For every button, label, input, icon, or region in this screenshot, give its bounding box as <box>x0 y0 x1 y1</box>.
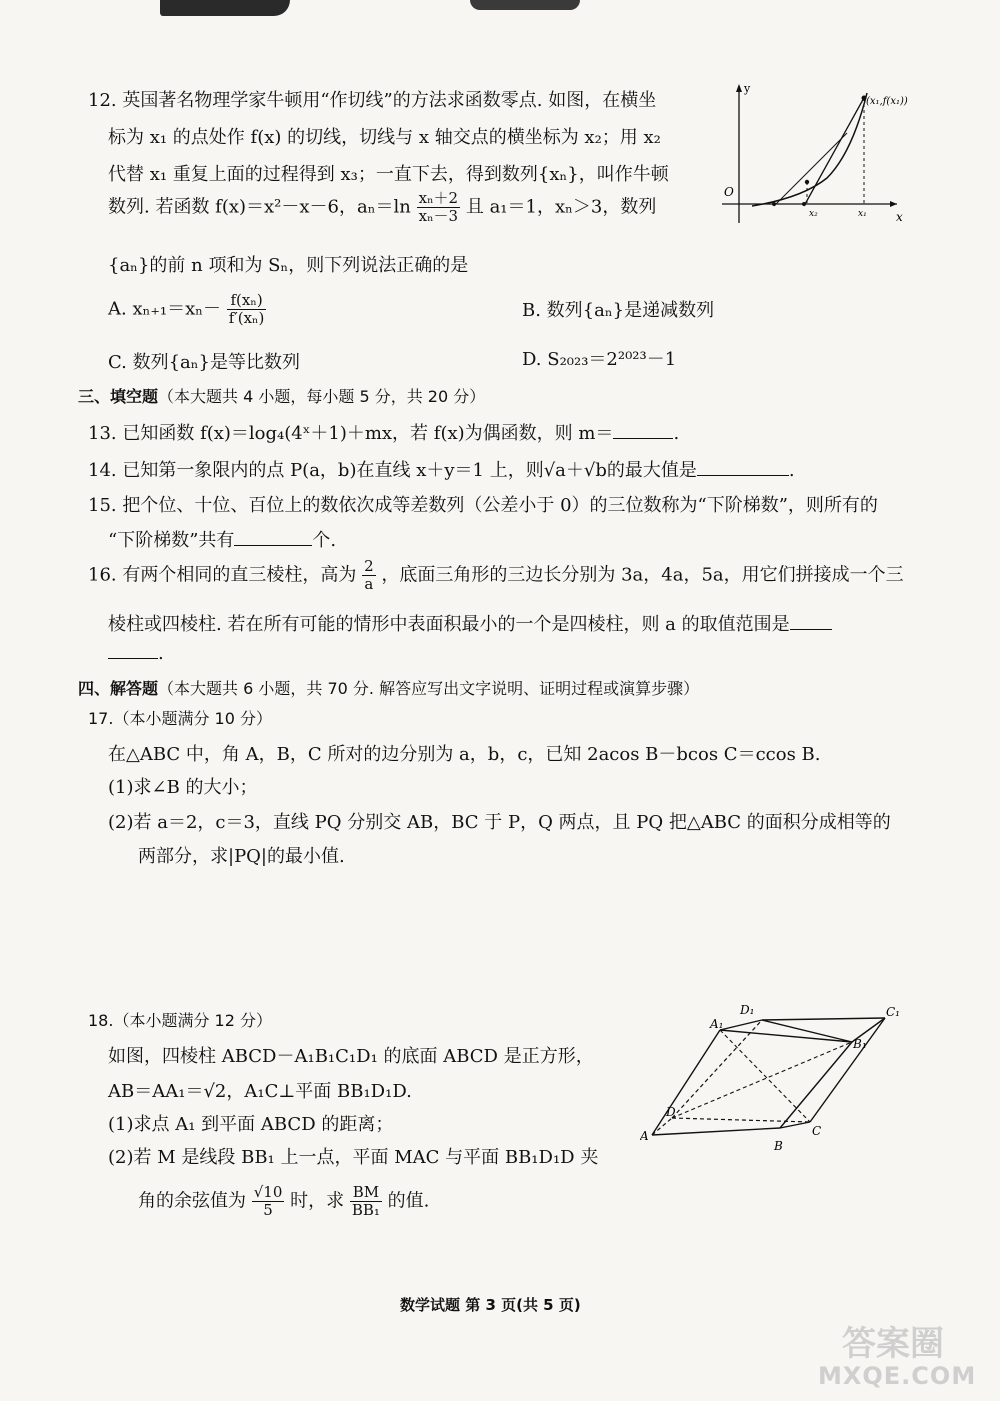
label-b1: B₁ <box>853 1037 867 1051</box>
q12-line-2: 标为 x₁ 的点处作 f(x) 的切线，切线与 x 轴交点的横坐标为 x₂；用 x₂ <box>108 127 661 148</box>
edge-a1b1 <box>720 1030 852 1042</box>
question-16-line-2: 棱柱或四棱柱. 若在所有可能的情形中表面积最小的一个是四棱柱，则 a 的取值范围是 <box>108 610 832 636</box>
question-14: 14. 已知第一象限内的点 P(a，b)在直线 x＋y＝1 上，则√a＋√b的最大值是 . <box>88 460 795 481</box>
tangent-line-1 <box>804 96 865 206</box>
question-15-line-1: 15. 把个位、十位、百位上的数依次成等差数列（公差小于 0）的三位数称为“下阶梯数”，则所有的 <box>88 495 878 516</box>
origin-label: O <box>724 185 734 199</box>
edge-bb1 <box>780 1042 852 1128</box>
question-17-line-1: 在△ABC 中，角 A，B，C 所对的边分别为 a，b，c，已知 2acos B－bcos C＝ccos B. <box>108 744 821 765</box>
q12-line-5: {aₙ}的前 n 项和为 Sₙ，则下列说法正确的是 <box>108 255 469 276</box>
label-a: A <box>640 1129 649 1143</box>
q12-line-1: 12. 英国著名物理学家牛顿用“作切线”的方法求函数零点. 如图，在横坐 <box>88 90 657 111</box>
q12-line-4 <box>108 190 656 225</box>
scan-artifact <box>470 0 580 10</box>
question-18-part-2-cont: 角的余弦值为 $\frac{√10}{5}$ 时，求 $\frac{BM}{\text{BB₁}}$ 的值. <box>138 1183 430 1219</box>
q12-option-b: B. 数列{aₙ}是递减数列 <box>522 300 715 321</box>
q12-line-4-post: 且 a₁＝1，xₙ＞3，数列 <box>465 196 657 218</box>
diagonal-b1d1 <box>762 1020 852 1042</box>
q12-option-a: A. xₙ₊₁＝xₙ－ $\frac{\text{f(xₙ)}}{\text{f′(xₙ)}}$ <box>108 291 265 327</box>
label-d1: D₁ <box>740 1003 755 1017</box>
watermark-logo: 答案圈 <box>842 1324 944 1364</box>
function-curve <box>752 93 867 206</box>
answer-blank <box>108 642 158 659</box>
prism-figure <box>640 1000 910 1165</box>
answer-blank <box>234 529 312 546</box>
question-17-part-1: (1)求∠B 的大小； <box>108 777 258 798</box>
label-c: C <box>812 1124 822 1138</box>
question-18-line-1: 如图，四棱柱 ABCD－A₁B₁C₁D₁ 的底面 ABCD 是正方形， <box>108 1046 594 1067</box>
question-17-heading: 17.（本小题满分 10 分） <box>88 709 272 728</box>
q12-line-3: 代替 x₁ 重复上面的过程得到 x₃；一直下去，得到数列{xₙ}，叫作牛顿 <box>108 164 669 185</box>
x2-label: x₂ <box>809 209 818 219</box>
edge-dc <box>672 1118 810 1122</box>
edge-ab <box>652 1128 780 1135</box>
question-18-line-2: AB＝AA₁＝√2，A₁C⊥平面 BB₁D₁D. <box>108 1081 412 1102</box>
intercept-x3 <box>772 202 776 206</box>
q12-option-a-fraction: $\frac{\text{f(xₙ)}}{\text{f′(xₙ)}}$ <box>228 291 265 327</box>
answer-blank <box>613 422 673 439</box>
x-label: x <box>896 210 903 224</box>
diagonal-db1 <box>672 1042 852 1118</box>
question-15-line-2: “下阶梯数”共有 个. <box>108 530 337 551</box>
watermark-url: MXQE.COM <box>818 1362 977 1390</box>
section-4-heading: 四、解答题（本大题共 6 小题，共 70 分. 解答应写出文字说明、证明过程或演算步骤） <box>78 679 700 698</box>
q16-fraction: $\frac{2}{a}$ <box>364 557 374 593</box>
label-b: B <box>774 1139 783 1153</box>
point-x2 <box>805 180 809 184</box>
question-18-part-2: (2)若 M 是线段 BB₁ 上一点，平面 MAC 与平面 BB₁D₁D 夹 <box>108 1147 599 1168</box>
scan-artifact <box>160 0 290 16</box>
y-axis-arrow <box>736 84 742 92</box>
x1-label: x₁ <box>858 209 867 219</box>
label-c1: C₁ <box>886 1005 900 1019</box>
question-18-heading: 18.（本小题满分 12 分） <box>88 1011 272 1030</box>
edge-d1c1 <box>762 1018 885 1020</box>
question-17-part-2-cont: 两部分，求|PQ|的最小值. <box>138 846 345 867</box>
label-d: D <box>666 1105 676 1119</box>
point-label: (x₁,f(x₁)) <box>866 96 908 107</box>
answer-blank <box>697 459 789 476</box>
y-label: y <box>744 82 751 95</box>
newton-method-graph <box>712 78 912 228</box>
q12-option-c: C. 数列{aₙ}是等比数列 <box>108 352 300 373</box>
intercept-x2 <box>802 202 806 206</box>
x-axis-arrow <box>890 201 897 207</box>
q12-line-4-pre: 数列. 若函数 f(x)＝x²－x－6，aₙ＝ln <box>108 196 411 218</box>
section-3-heading: 三、填空题（本大题共 4 小题，每小题 5 分，共 20 分） <box>78 387 486 406</box>
label-a1: A₁ <box>710 1017 724 1031</box>
question-16-line-1: 16. 有两个相同的直三棱柱，高为 $\frac{2}{a}$ ，底面三角形的三边长分别为 3a，4a，5a，用它们拼接成一个三 <box>88 557 904 593</box>
question-17-part-2: (2)若 a＝2，c＝3，直线 PQ 分别交 AB，BC 于 P，Q 两点，且 PQ 把△ABC 的面积分成相等的 <box>108 812 891 833</box>
page-footer: 数学试题 第 3 页(共 5 页) <box>400 1296 581 1314</box>
question-16-line-3: . <box>108 642 164 664</box>
question-13: 13. 已知函数 f(x)＝log₄(4ˣ＋1)＋mx，若 f(x)为偶函数，则 m＝ . <box>88 423 680 444</box>
q12-option-d: D. S₂₀₂₃＝2²⁰²³－1 <box>522 349 677 370</box>
answer-blank <box>790 613 832 630</box>
q12-fraction: $\frac{\text{xₙ＋2}}{\text{xₙ－3}}$ <box>418 189 459 225</box>
edge-cc1 <box>810 1018 885 1122</box>
q18-cosine-fraction: $\frac{√10}{5}$ <box>253 1183 283 1219</box>
edge-a1d1 <box>720 1020 762 1030</box>
question-18-part-1: (1)求点 A₁ 到平面 ABCD 的距离； <box>108 1114 394 1135</box>
q18-ratio-fraction: $\frac{BM}{\text{BB₁}}$ <box>351 1183 380 1219</box>
